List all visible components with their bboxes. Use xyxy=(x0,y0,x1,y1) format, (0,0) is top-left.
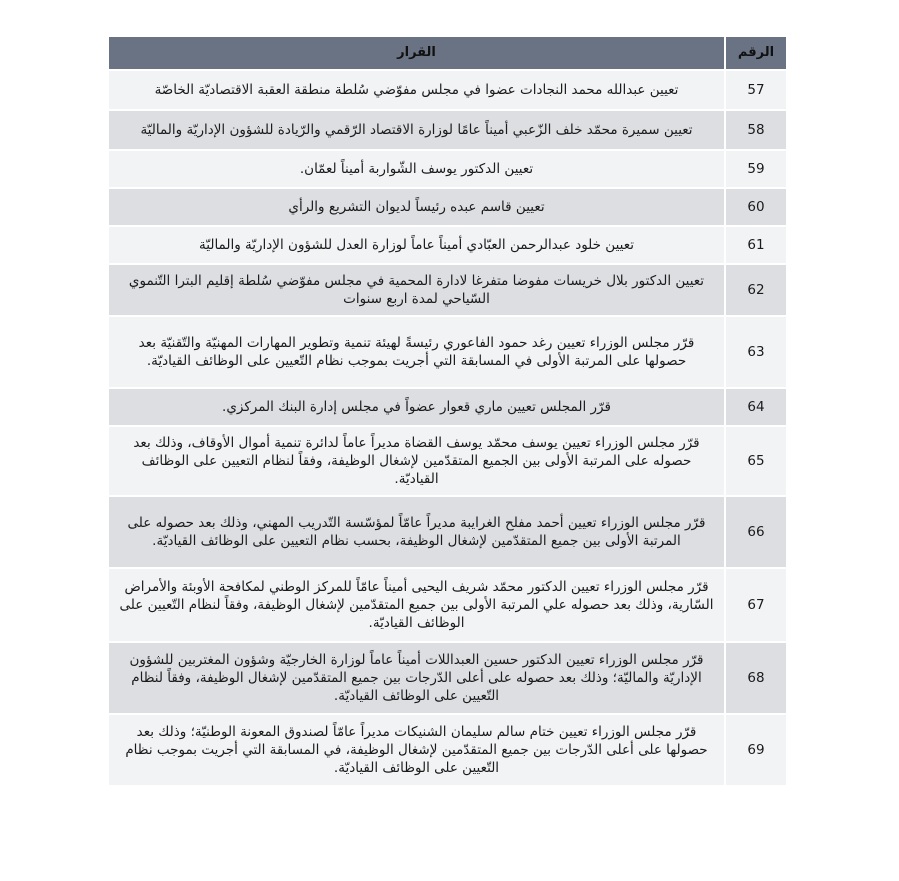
row-decision-text: قرّر مجلس الوزراء تعيين يوسف محمّد يوسف القضاة مديراً عاماً لدائرة تنمية أموال الأوقاف، وذلك بعد حصوله على المرتبة الأولى بين الجميع المتقدّمين لإشغال الوظيفة، وفقاً لنظام التعيين على الوظائف القياديّة. xyxy=(108,426,725,496)
row-number: 63 xyxy=(725,316,787,388)
row-number: 68 xyxy=(725,642,787,714)
row-decision-text: قرّر المجلس تعيين ماري قعوار عضواً في مجلس إدارة البنك المركزي. xyxy=(108,388,725,426)
table-row xyxy=(108,264,787,316)
decisions-table xyxy=(107,35,788,787)
row-decision-text: تعيين سميرة محمّد خلف الزّعبي أميناً عامًا لوزارة الاقتصاد الرّقمي والرّيادة للشؤون الإداريّة والماليّة xyxy=(108,110,725,150)
table-row xyxy=(108,150,787,188)
row-number: 61 xyxy=(725,226,787,264)
row-decision-text: تعيين خلود عبدالرحمن العبّادي أميناً عاماً لوزارة العدل للشؤون الإداريّة والماليّة xyxy=(108,226,725,264)
row-number: 58 xyxy=(725,110,787,150)
table-row xyxy=(108,70,787,110)
row-decision-text: قرّر مجلس الوزراء تعيين أحمد مفلح الغرايبة مديراً عامّاً لمؤسّسة التّدريب المهني، وذلك بعد حصوله على المرتبة الأولى بين جميع المتقدّمين لإشغال الوظيفة، بحسب نظام التعيين على الوظائف القياديّة. xyxy=(108,496,725,568)
row-decision-text: تعيين الدكتور بلال خريسات مفوضا متفرغا لادارة المحمية في مجلس مفوّضي سُلطة إقليم البترا التّنموي السّياحي لمدة اربع سنوات xyxy=(108,264,725,316)
row-number: 60 xyxy=(725,188,787,226)
table-row xyxy=(108,316,787,388)
table-row xyxy=(108,188,787,226)
row-decision-text: قرّر مجلس الوزراء تعيين الدكتور حسين العبداللات أميناً عاماً لوزارة الخارجيّة وشؤون المغتربين للشؤون الإداريّة والماليّة؛ وذلك بعد حصوله على أعلى الدّرجات بين جميع المتقدّمين لإشغال الوظيفة، وفقاً لنظام التّعيين على الوظائف القياديّة. xyxy=(108,642,725,714)
table-row xyxy=(108,642,787,714)
row-decision-text: تعيين الدكتور يوسف الشّواربة أميناً لعمّان. xyxy=(108,150,725,188)
row-decision-text: قرّر مجلس الوزراء تعيين الدكتور محمّد شريف اليحيى أميناً عامّاً للمركز الوطني لمكافحة الأوبئة والأمراض السّارية، وذلك بعد حصوله علي المرتبة الأولى بين جميع المتقدّمين لإشغال الوظيفة، وفقاً لنظام التّعيين على الوظائف القياديّة. xyxy=(108,568,725,642)
table-row xyxy=(108,426,787,496)
row-decision-text: قرّر مجلس الوزراء تعيين ختام سالم سليمان الشنيكات مديراً عامّاً لصندوق المعونة الوطنيّة؛ وذلك بعد حصولها على أعلى الدّرجات بين جميع المتقدّمين لإشغال الوظيفة، في المسابقة التي أجريت بموجب نظام التّعيين على الوظائف القياديّة. xyxy=(108,714,725,786)
table-header-row xyxy=(108,36,787,70)
row-number: 57 xyxy=(725,70,787,110)
header-decision: القرار xyxy=(108,36,725,70)
row-number: 69 xyxy=(725,714,787,786)
row-number: 67 xyxy=(725,568,787,642)
row-decision-text: قرّر مجلس الوزراء تعيين رغد حمود الفاعوري رئيسةً لهيئة تنمية وتطوير المهارات المهنيّة والتّقنيّة بعد حصولها على المرتبة الأولى في المسابقة التي أجريت بموجب نظام التّعيين على الوظائف القياديّة. xyxy=(108,316,725,388)
row-number: 65 xyxy=(725,426,787,496)
row-number: 62 xyxy=(725,264,787,316)
row-number: 59 xyxy=(725,150,787,188)
table-row xyxy=(108,226,787,264)
table-row xyxy=(108,110,787,150)
table-row xyxy=(108,496,787,568)
table-body xyxy=(108,70,787,786)
row-decision-text: تعيين عبدالله محمد النجادات عضوا في مجلس مفوّضي سُلطة منطقة العقبة الاقتصاديّة الخاصّة xyxy=(108,70,725,110)
table-row xyxy=(108,714,787,786)
row-number: 66 xyxy=(725,496,787,568)
row-decision-text: تعيين قاسم عبده رئيساً لديوان التشريع والرأي xyxy=(108,188,725,226)
table-row xyxy=(108,388,787,426)
table-row xyxy=(108,568,787,642)
header-number: الرقم xyxy=(725,36,787,70)
row-number: 64 xyxy=(725,388,787,426)
